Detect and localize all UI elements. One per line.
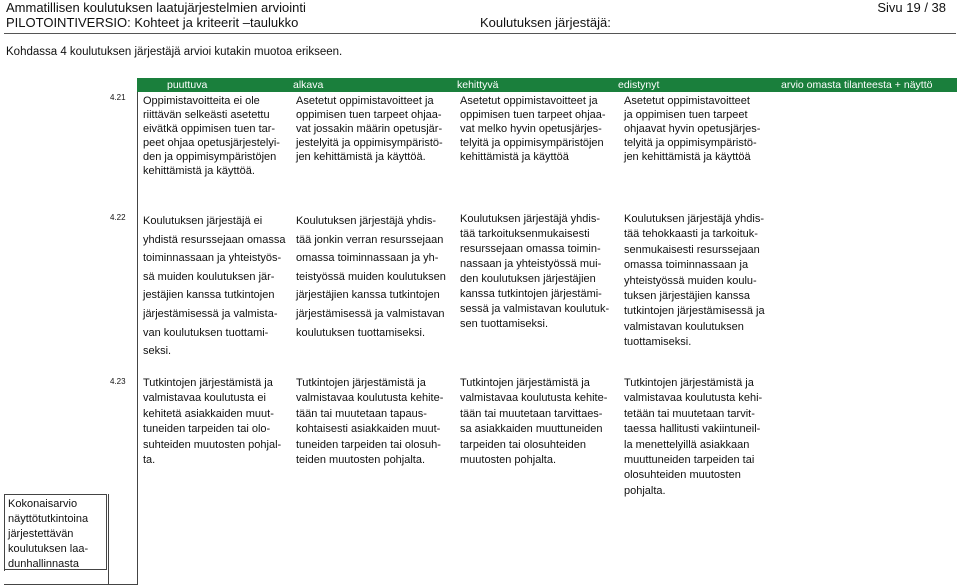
criterion-kehittyva: Tutkintojen järjestämistä ja valmistavaa koulutusta kehite- tään tai muutetaan tarvittaes- sa asiakkaiden muuttuneiden tarpeiden tai olosuhteiden muutosten pohjalta. (460, 377, 608, 467)
criterion-edistynyt: Tutkintojen järjestämistä ja valmistavaa koulutusta kehi- tetään tai muutetaan tarvit- taessa hallitusti vakiintuneil- la menettelyillä asiakkaan muuttuneiden tarpeiden tai olosuhteiden muutosten pohjalta. (624, 377, 763, 497)
criterion-puuttuva: Oppimistavoitteita ei ole riittävän selkeästi asetettu eivätkä oppimisen tuen tar- peet ohjaa opetusjärjestelyi- den ja oppimisympäristöjen kehittämistä ja käyttöä. (143, 95, 280, 177)
scale-header-bar (137, 78, 957, 92)
scale-kehittyva: kehittyvä (457, 79, 499, 91)
header-divider (4, 33, 956, 34)
scale-edistynyt: edistynyt (618, 79, 660, 91)
overall-assessment-label: Kokonaisarvio näyttötutkintoina järjestettävän koulutuksen laa- dunhallinnasta (4, 494, 107, 570)
criterion-puuttuva: Tutkintojen järjestämistä ja valmistavaa koulutusta ei kehitetä asiakkaiden muut- tuneiden tarpeiden tai olo- suhteiden muutosten pohjal- ta. (143, 377, 282, 467)
scale-self-assessment: arvio omasta tilanteesta + näyttö (781, 79, 933, 91)
criterion-kehittyva: Asetetut oppimistavoitteet ja oppimisen tuen tarpeet ohjaa- vat melko hyvin opetusjärjes- telyitä ja oppimisympäristöjen kehittämistä ja käyttöä (460, 95, 606, 163)
grid-line (4, 584, 138, 585)
criterion-alkava: Asetetut oppimistavoitteet ja oppimisen tuen tarpeet ohjaa- vat jossakin määrin opetusjär- jestelyitä ja oppimisympäristö- jen kehittämistä ja käyttöä. (296, 95, 443, 163)
organizer-label: Koulutuksen järjestäjä: (480, 15, 611, 30)
document-title: Ammatillisen koulutuksen laatujärjestelmien arviointi (6, 0, 306, 15)
criterion-edistynyt: Asetetut oppimistavoitteet ja oppimisen tuen tarpeet ohjaavat hyvin opetusjärjes- telyitä ja oppimisympäristö- jen kehittämistä ja käyttöä (624, 95, 761, 163)
page-number: Sivu 19 / 38 (877, 0, 946, 15)
criterion-alkava: Tutkintojen järjestämistä ja valmistavaa koulutusta kehite- tään tai muutetaan tapaus- kohtaisesti asiakkaiden muut- tuneiden tarpeiden tai olosuh- teiden muutosten pohjalta. (296, 377, 444, 467)
grid-line (108, 494, 109, 585)
criterion-edistynyt: Koulutuksen järjestäjä yhdis- tää tehokkaasti ja tarkoituk- senmukaisesti resurssejaan omassa toiminnassaan ja yhteistyössä muiden koulu- tuksen järjestäjien kanssa tutkintojen järjestämisessä ja valmistavan koulutuksen tuottamiseksi. (624, 213, 765, 349)
row-number: 4.22 (110, 213, 126, 222)
criterion-alkava: Koulutuksen järjestäjä yhdis- tää jonkin verran resurssejaan omassa toiminnassaan ja yh- teistyössä muiden koulutuksen järjestäjien kanssa tutkintojen järjestämisessä ja valmistavan koulutuksen tuottamiseksi. (296, 215, 446, 339)
document-subtitle: PILOTOINTIVERSIO: Kohteet ja kriteerit –taulukko (6, 15, 299, 30)
criterion-kehittyva: Koulutuksen järjestäjä yhdis- tää tarkoituksenmukaisesti resurssejaan omassa toimin- nassaan ja yhteistyössä mui- den koulutuksen järjestäjien kanssa tutkintojen järjestämi- sessä ja valmistavan koulutuk- sen tuottamiseksi. (460, 213, 610, 330)
scale-puuttuva: puuttuva (167, 79, 208, 91)
row-number: 4.23 (110, 377, 126, 386)
row-number: 4.21 (110, 93, 126, 102)
intro-text: Kohdassa 4 koulutuksen järjestäjä arvioi kutakin muotoa erikseen. (6, 46, 343, 58)
scale-alkava: alkava (293, 79, 324, 91)
criterion-puuttuva: Koulutuksen järjestäjä ei yhdistä resurssejaan omassa toiminnassaan ja yhteistyös- sä muiden koulutuksen jär- jestäjien kanssa tutkintojen järjestämisessä ja valmista- van koulutuksen tuottami- seksi. (143, 215, 286, 358)
grid-line (137, 92, 138, 585)
